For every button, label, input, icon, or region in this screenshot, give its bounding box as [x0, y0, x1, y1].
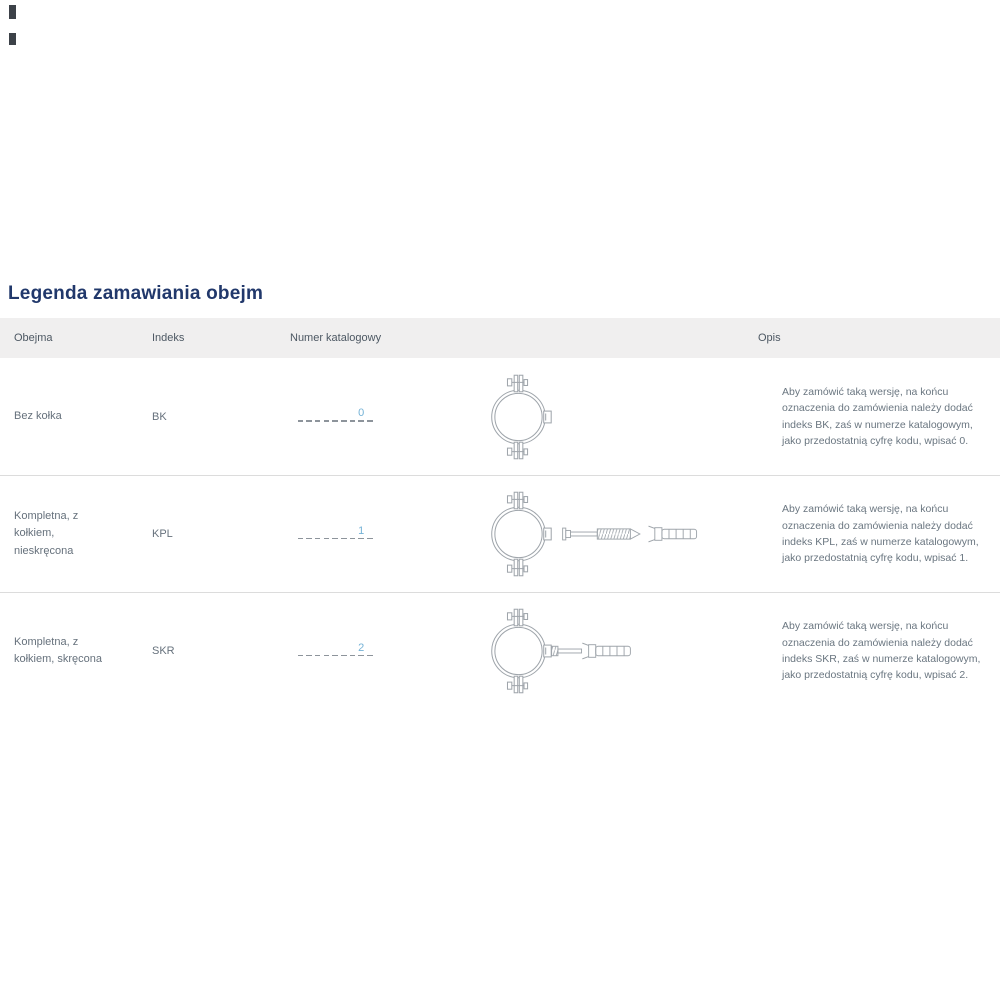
catalog-dashes [296, 538, 357, 543]
ordering-description: Aby zamówić taką wersję, na końcu oznaczenia do zamówienia należy dodać indeks BK, zaś w numerze katalogowym, jako przedostatnią cyfrę kodu, wpisać 0. [782, 385, 973, 447]
clamp-type-label: Bez kołka [14, 409, 62, 422]
page-title: Legenda zamawiania obejm [8, 283, 264, 304]
catalog-dashes [366, 655, 375, 660]
ordering-description: Aby zamówić taką wersję, na końcu oznaczenia do zamówienia należy dodać indeks SKR, zaś w numerze katalogowym, jako przedostatnią cyfrę kodu, wpisać 2. [782, 620, 981, 682]
index-code: SKR [152, 645, 175, 657]
catalog-number-pattern [296, 408, 374, 425]
ordering-legend-table [0, 318, 1000, 709]
clamp-type-label: Kompletna, z kołkiem, skręcona [14, 635, 103, 665]
catalog-highlight-digit: 2 [358, 641, 365, 654]
table-row [0, 475, 1000, 592]
index-code: KPL [152, 528, 173, 540]
table-header-row [0, 318, 1000, 358]
catalog-dashes [366, 538, 375, 543]
column-header-opis: Opis [758, 332, 781, 344]
catalog-digit-slot [357, 643, 366, 660]
catalog-number-pattern [296, 526, 374, 543]
catalog-number-pattern [296, 643, 374, 660]
catalog-dashes [366, 420, 375, 425]
catalog-digit-slot [357, 526, 366, 543]
clamp-type-label: Kompletna, z kołkiem, nieskręcona [14, 510, 79, 557]
column-header-indeks: Indeks [152, 332, 185, 344]
table-row [0, 592, 1000, 709]
catalog-digit-slot [357, 408, 366, 425]
column-header-numer-katalogowy: Numer katalogowy [290, 332, 382, 344]
catalog-highlight-digit: 0 [358, 407, 365, 420]
clamp-assembled-illustration [482, 599, 648, 703]
catalog-highlight-digit: 1 [358, 524, 365, 537]
ordering-description: Aby zamówić taką wersję, na końcu oznaczenia do zamówienia należy dodać indeks KPL, zaś w numerze katalogowym, jako przedostatnią cyfrę kodu, wpisać 1. [782, 503, 979, 565]
clamp-illustration [482, 365, 555, 469]
column-header-obejma: Obejma [14, 332, 53, 344]
catalog-dashes [296, 655, 357, 660]
clamp-screw-plug-illustration [482, 482, 700, 586]
index-code: BK [152, 410, 167, 423]
table-row [0, 358, 1000, 475]
catalog-dashes [296, 420, 357, 425]
page-corner-artifact [9, 5, 23, 47]
